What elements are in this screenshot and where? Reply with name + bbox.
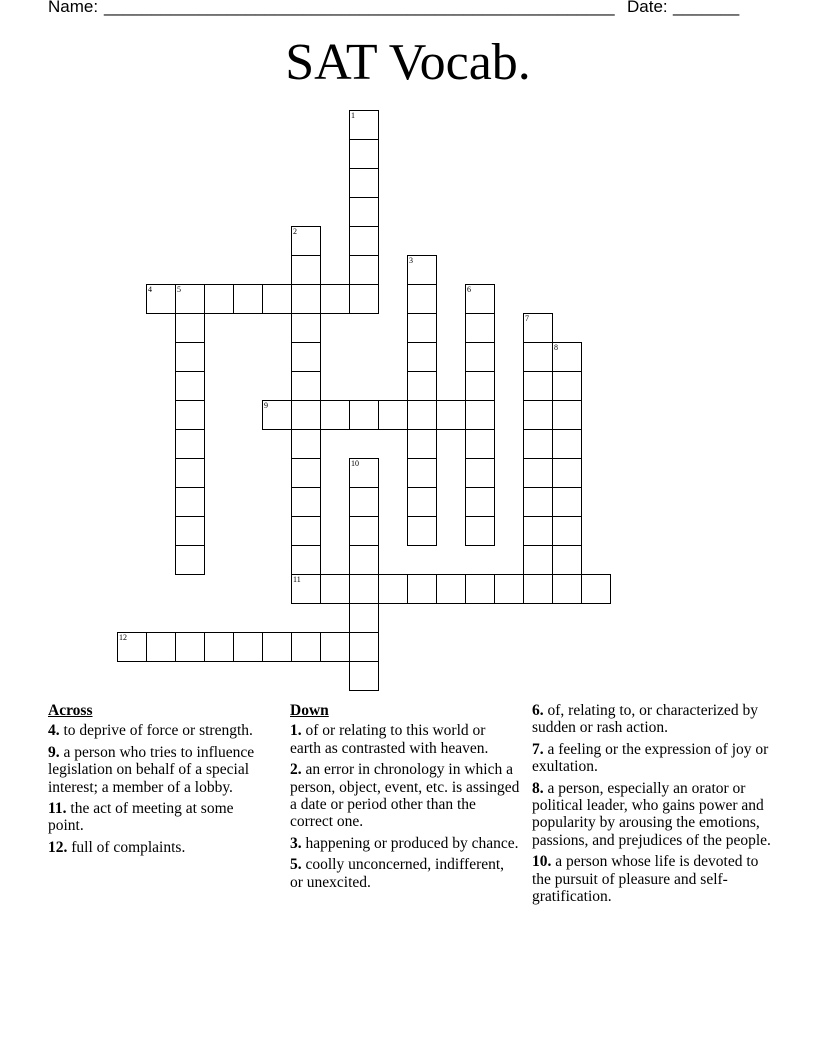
crossword-cell[interactable] bbox=[523, 371, 553, 401]
crossword-cell[interactable] bbox=[465, 429, 495, 459]
crossword-cell[interactable] bbox=[349, 632, 379, 662]
crossword-cell[interactable] bbox=[523, 516, 553, 546]
crossword-cell[interactable] bbox=[465, 342, 495, 372]
crossword-cell[interactable] bbox=[175, 313, 205, 343]
cell-number: 6 bbox=[467, 285, 471, 294]
crossword-cell[interactable] bbox=[523, 400, 553, 430]
crossword-cell[interactable] bbox=[407, 342, 437, 372]
crossword-cell[interactable] bbox=[262, 400, 292, 430]
crossword-cell[interactable] bbox=[146, 632, 176, 662]
clue-down-7 bbox=[532, 741, 772, 776]
crossword-cell[interactable] bbox=[349, 458, 379, 488]
crossword-cell[interactable] bbox=[523, 545, 553, 575]
crossword-cell[interactable] bbox=[465, 487, 495, 517]
crossword-cell[interactable] bbox=[320, 632, 350, 662]
crossword-cell[interactable] bbox=[349, 603, 379, 633]
crossword-cell[interactable] bbox=[349, 516, 379, 546]
clue-text: to deprive of force or strength. bbox=[63, 722, 253, 740]
down-heading: Down bbox=[290, 702, 329, 719]
down-clues-column bbox=[290, 702, 520, 895]
clue-across-9 bbox=[48, 744, 273, 796]
crossword-cell[interactable] bbox=[552, 574, 582, 604]
crossword-cell[interactable] bbox=[436, 400, 466, 430]
crossword-cell[interactable] bbox=[291, 458, 321, 488]
clue-number: 12. bbox=[48, 838, 68, 856]
crossword-cell[interactable] bbox=[552, 487, 582, 517]
clue-down-6 bbox=[532, 702, 772, 737]
across-heading: Across bbox=[48, 702, 93, 719]
crossword-cell[interactable] bbox=[523, 342, 553, 372]
crossword-cell[interactable] bbox=[175, 487, 205, 517]
crossword-cell[interactable] bbox=[291, 574, 321, 604]
crossword-cell[interactable] bbox=[291, 545, 321, 575]
crossword-cell[interactable] bbox=[291, 226, 321, 256]
crossword-cell[interactable] bbox=[233, 632, 263, 662]
crossword-cell[interactable] bbox=[552, 342, 582, 372]
crossword-cell[interactable] bbox=[262, 632, 292, 662]
crossword-cell[interactable] bbox=[523, 458, 553, 488]
crossword-cell[interactable] bbox=[291, 516, 321, 546]
clue-down-8 bbox=[532, 780, 772, 850]
crossword-cell[interactable] bbox=[465, 458, 495, 488]
crossword-cell[interactable] bbox=[465, 400, 495, 430]
crossword-cell[interactable] bbox=[175, 458, 205, 488]
crossword-cell[interactable] bbox=[146, 284, 176, 314]
clue-number: 7. bbox=[532, 740, 544, 758]
clue-across-11 bbox=[48, 800, 273, 835]
crossword-cell[interactable] bbox=[523, 574, 553, 604]
crossword-cell[interactable] bbox=[291, 284, 321, 314]
clue-text: full of complaints. bbox=[71, 838, 186, 856]
cell-number: 4 bbox=[148, 285, 152, 294]
crossword-cell[interactable] bbox=[204, 284, 234, 314]
crossword-cell[interactable] bbox=[407, 255, 437, 285]
crossword-cell[interactable] bbox=[349, 545, 379, 575]
crossword-cell[interactable] bbox=[320, 574, 350, 604]
crossword-cell[interactable] bbox=[291, 371, 321, 401]
clue-number: 11. bbox=[48, 800, 67, 818]
clue-number: 5. bbox=[290, 856, 302, 874]
crossword-cell[interactable] bbox=[523, 429, 553, 459]
clue-number: 10. bbox=[532, 853, 552, 871]
crossword-cell[interactable] bbox=[175, 284, 205, 314]
crossword-cell[interactable] bbox=[407, 284, 437, 314]
clue-text: a person who tries to influence legislation on behalf of a special interest; a member of a lobby. bbox=[48, 743, 255, 796]
cell-number: 8 bbox=[554, 343, 558, 352]
crossword-cell[interactable] bbox=[378, 574, 408, 604]
crossword-cell[interactable] bbox=[523, 487, 553, 517]
cell-number: 11 bbox=[293, 575, 301, 584]
crossword-cell[interactable] bbox=[465, 574, 495, 604]
crossword-cell[interactable] bbox=[175, 342, 205, 372]
crossword-cell[interactable] bbox=[291, 342, 321, 372]
crossword-cell[interactable] bbox=[175, 429, 205, 459]
crossword-cell[interactable] bbox=[552, 545, 582, 575]
crossword-cell[interactable] bbox=[320, 400, 350, 430]
cell-number: 7 bbox=[525, 314, 529, 323]
crossword-cell[interactable] bbox=[349, 487, 379, 517]
crossword-cell[interactable] bbox=[465, 516, 495, 546]
cell-number: 3 bbox=[409, 256, 413, 265]
crossword-cell[interactable] bbox=[175, 545, 205, 575]
crossword-cell[interactable] bbox=[291, 429, 321, 459]
cell-number: 10 bbox=[351, 459, 359, 468]
crossword-cell[interactable] bbox=[407, 429, 437, 459]
crossword-cell[interactable] bbox=[407, 313, 437, 343]
clue-text: a person whose life is devoted to the pursuit of pleasure and self-gratification. bbox=[532, 853, 759, 906]
crossword-cell[interactable] bbox=[436, 574, 466, 604]
crossword-cell[interactable] bbox=[552, 516, 582, 546]
crossword-cell[interactable] bbox=[552, 371, 582, 401]
crossword-cell[interactable] bbox=[349, 197, 379, 227]
clue-text: a feeling or the expression of joy or exultation. bbox=[532, 740, 769, 776]
clue-text: an error in chronology in which a person, object, event, etc. is assinged a date or period other than the correct one. bbox=[290, 761, 520, 831]
crossword-cell[interactable] bbox=[349, 226, 379, 256]
across-clues-column bbox=[48, 702, 273, 860]
crossword-cell[interactable] bbox=[494, 574, 524, 604]
crossword-cell[interactable] bbox=[204, 632, 234, 662]
crossword-cell[interactable] bbox=[349, 574, 379, 604]
clue-text: happening or produced by chance. bbox=[305, 834, 519, 852]
name-label: Name: bbox=[48, 0, 99, 16]
crossword-cell[interactable] bbox=[465, 371, 495, 401]
crossword-cell[interactable] bbox=[291, 632, 321, 662]
clue-number: 4. bbox=[48, 722, 60, 740]
clue-number: 1. bbox=[290, 722, 302, 740]
date-label: Date: bbox=[627, 0, 668, 16]
crossword-cell[interactable] bbox=[291, 313, 321, 343]
clue-text: a person, especially an orator or political leader, who gains power and popularity by arousing the emotions, passions, and prejudices of the people. bbox=[532, 779, 771, 849]
crossword-cell[interactable] bbox=[407, 574, 437, 604]
down-clues-continued-column bbox=[532, 702, 772, 909]
crossword-cell[interactable] bbox=[291, 400, 321, 430]
crossword-cell[interactable] bbox=[552, 400, 582, 430]
crossword-cell[interactable] bbox=[117, 632, 147, 662]
crossword-cell[interactable] bbox=[523, 313, 553, 343]
crossword-cell[interactable] bbox=[407, 487, 437, 517]
clue-number: 8. bbox=[532, 779, 544, 797]
page-title: SAT Vocab. bbox=[285, 34, 531, 91]
crossword-cell[interactable] bbox=[407, 458, 437, 488]
clue-number: 2. bbox=[290, 761, 302, 779]
cell-number: 12 bbox=[119, 633, 127, 642]
clue-across-4 bbox=[48, 722, 273, 739]
crossword-cell[interactable] bbox=[175, 371, 205, 401]
clue-across-12 bbox=[48, 839, 273, 856]
crossword-cell[interactable] bbox=[233, 284, 263, 314]
cell-number: 9 bbox=[264, 401, 268, 410]
clue-text: of or relating to this world or earth as contrasted with heaven. bbox=[290, 722, 489, 757]
clue-text: the act of meeting at some point. bbox=[48, 800, 234, 835]
clue-number: 9. bbox=[48, 743, 60, 761]
crossword-cell[interactable] bbox=[407, 371, 437, 401]
crossword-cell[interactable] bbox=[175, 516, 205, 546]
crossword-cell[interactable] bbox=[378, 400, 408, 430]
crossword-cell[interactable] bbox=[291, 255, 321, 285]
crossword-cell[interactable] bbox=[349, 400, 379, 430]
crossword-cell[interactable] bbox=[349, 255, 379, 285]
crossword-cell[interactable] bbox=[407, 400, 437, 430]
crossword-cell[interactable] bbox=[465, 313, 495, 343]
clue-number: 3. bbox=[290, 834, 302, 852]
cell-number: 2 bbox=[293, 227, 297, 236]
crossword-cell[interactable] bbox=[552, 429, 582, 459]
name-field[interactable]: ______________________________________________________ bbox=[104, 0, 615, 16]
clue-down-5 bbox=[290, 856, 520, 891]
date-field[interactable]: _______ bbox=[673, 0, 740, 16]
clue-down-10 bbox=[532, 853, 772, 905]
crossword-cell[interactable] bbox=[175, 632, 205, 662]
clue-down-1 bbox=[290, 722, 520, 757]
clue-text: coolly unconcerned, indifferent, or unexcited. bbox=[290, 856, 505, 891]
crossword-cell[interactable] bbox=[349, 168, 379, 198]
crossword-cell[interactable] bbox=[291, 487, 321, 517]
clue-text: of, relating to, or characterized by sudden or rash action. bbox=[532, 702, 758, 737]
clue-number: 6. bbox=[532, 702, 544, 719]
crossword-cell[interactable] bbox=[349, 139, 379, 169]
crossword-cell[interactable] bbox=[349, 284, 379, 314]
crossword-cell[interactable] bbox=[581, 574, 611, 604]
clue-down-3 bbox=[290, 835, 520, 852]
crossword-cell[interactable] bbox=[349, 110, 379, 140]
crossword-cell[interactable] bbox=[349, 661, 379, 691]
cell-number: 5 bbox=[177, 285, 181, 294]
crossword-cell[interactable] bbox=[175, 400, 205, 430]
crossword-cell[interactable] bbox=[320, 284, 350, 314]
crossword-cell[interactable] bbox=[407, 516, 437, 546]
crossword-cell[interactable] bbox=[262, 284, 292, 314]
crossword-cell[interactable] bbox=[552, 458, 582, 488]
cell-number: 1 bbox=[351, 111, 355, 120]
crossword-cell[interactable] bbox=[465, 284, 495, 314]
clue-down-2 bbox=[290, 761, 520, 831]
